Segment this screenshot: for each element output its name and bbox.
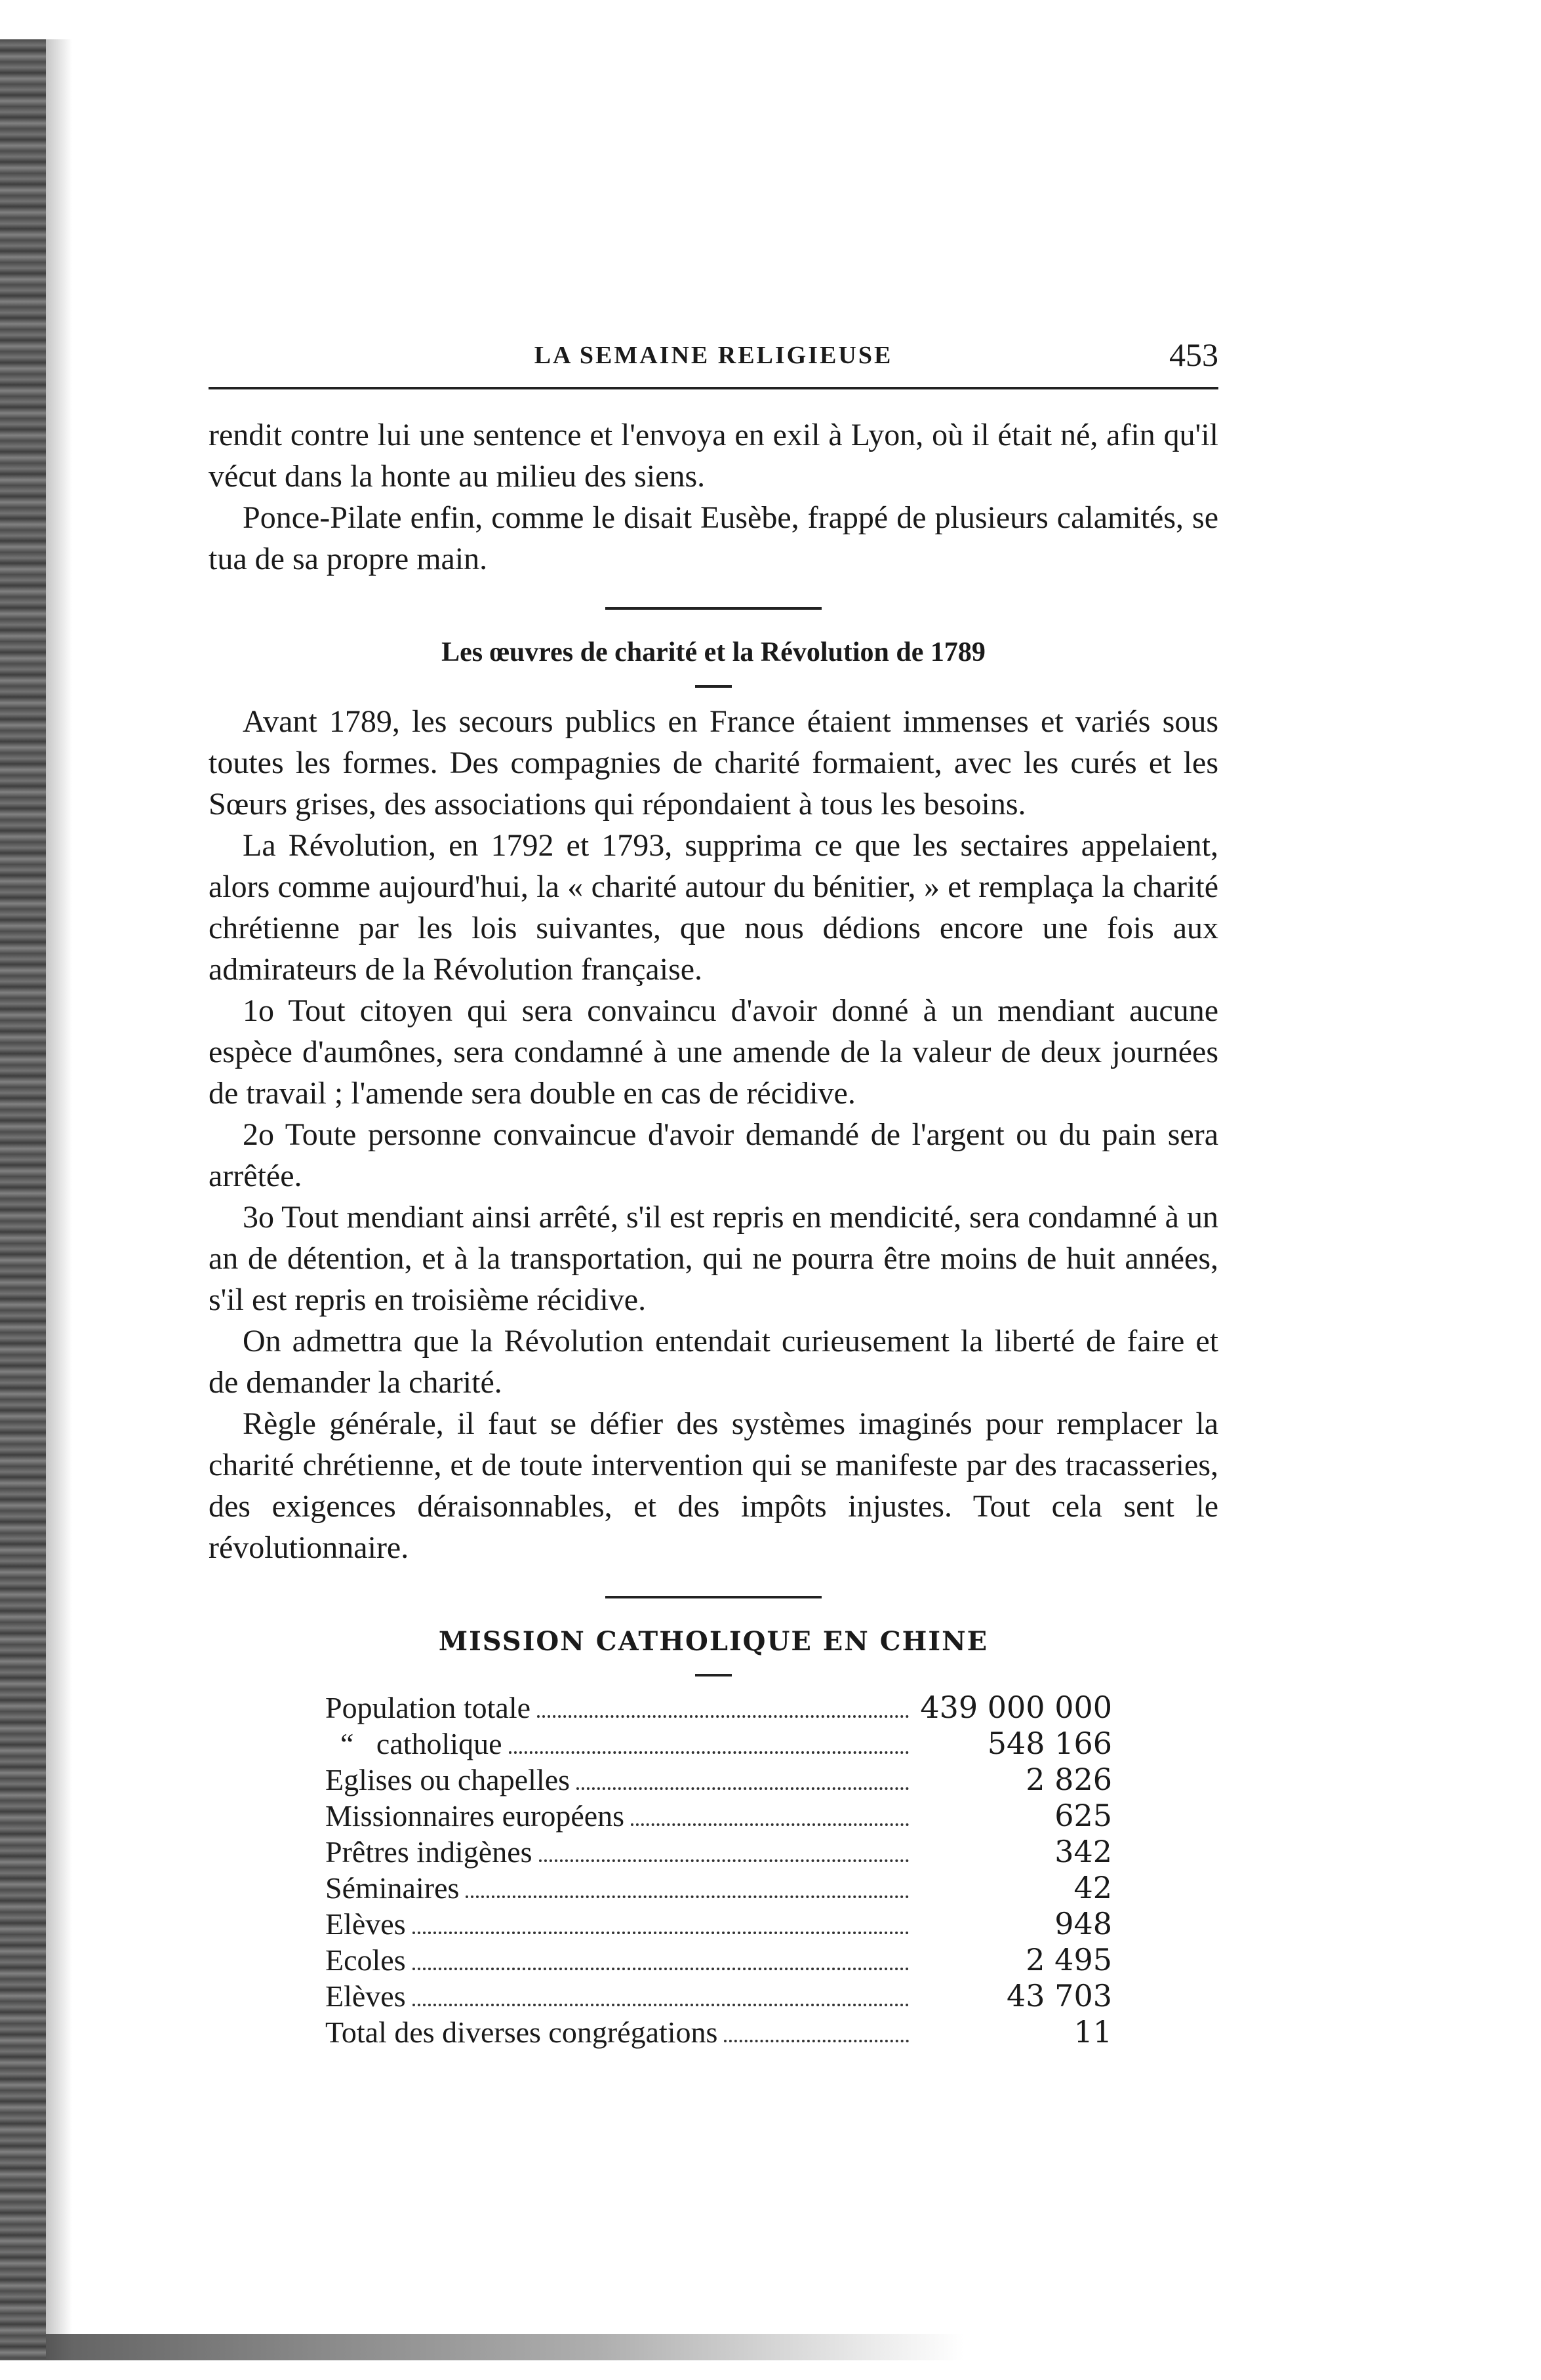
paragraph: Avant 1789, les secours publics en France étaient immenses et variés sous toutes les formes. Des compagnies de charité formaient, avec les curés et les Sœurs grises, des associations qui répondaient à tous les besoins.: [209, 704, 1218, 822]
scan-bottom-shadow: [46, 2334, 964, 2360]
dot-leader: [537, 1715, 909, 1718]
paragraph: Règle générale, il faut se défier des systèmes imaginés pour remplacer la charité chrétienne, et de toute intervention qui se manifeste par des tracasseries, des exigences déraisonnables, et des impôts injustes. Tout cela sent le révolutionnaire.: [209, 1406, 1218, 1565]
title-dash: [695, 685, 732, 688]
stat-row: [325, 1726, 1112, 1762]
dot-leader: [466, 1895, 909, 1898]
title-dash: [695, 1674, 732, 1676]
stat-row: [325, 1834, 1112, 1870]
dot-leader: [412, 2004, 909, 2006]
dot-leader: [631, 1823, 909, 1826]
stat-row: [325, 2014, 1112, 2050]
section-divider: [605, 1596, 822, 1598]
stat-label: Population totale: [325, 1691, 531, 1724]
law-article: 3o Tout mendiant ainsi arrêté, s'il est repris en mendicité, sera condamné à un an de détention, et à la transportation, qui ne pourra être moins de huit années, s'il est repris en troisième récidive.: [209, 1200, 1218, 1317]
paragraph: La Révolution, en 1792 et 1793, supprima ce que les sectaires appelaient, alors comme aujourd'hui, la « charité autour du bénitier, » et remplaça la charité chrétienne par les lois suivantes, que nous dédions encore une fois aux admirateurs de la Révolution française.: [209, 828, 1218, 987]
stat-row: [325, 1690, 1112, 1726]
mission-title: MISSION CATHOLIQUE EN CHINE: [438, 1626, 989, 1657]
mission-stats-table: [325, 1690, 1112, 2050]
stat-row: [325, 1906, 1112, 1942]
stat-value: 948: [1054, 1906, 1112, 1941]
paragraph: rendit contre lui une sentence et l'envoya en exil à Lyon, où il était né, afin qu'il vécut dans la honte au milieu des siens.: [209, 418, 1218, 494]
page-number: 453: [1169, 336, 1218, 373]
section-title: Les œuvres de charité et la Révolution de 1789: [441, 637, 986, 667]
stat-value: 342: [1054, 1834, 1112, 1869]
stat-row: [325, 1978, 1112, 2014]
stat-label: Missionnaires européens: [325, 1799, 625, 1833]
dot-leader: [509, 1751, 909, 1754]
section-divider: [605, 607, 822, 610]
stat-value: 11: [1073, 2014, 1112, 2050]
stat-row: [325, 1762, 1112, 1798]
stat-value: 42: [1073, 1870, 1112, 1905]
law-article: 2o Toute personne convaincue d'avoir demandé de l'argent ou du pain sera arrêtée.: [209, 1117, 1218, 1193]
law-article: 1o Tout citoyen qui sera convaincu d'avoir donné à un mendiant aucune espèce d'aumônes, sera condamné à une amende de la valeur de deux journées de travail ; l'amende sera double en cas de récidive.: [209, 993, 1218, 1111]
stat-row: [325, 1942, 1112, 1978]
paragraph: Ponce-Pilate enfin, comme le disait Eusèbe, frappé de plusieurs calamités, se tua de sa propre main.: [209, 500, 1218, 576]
stat-value: 548 166: [987, 1726, 1112, 1761]
scan-edge-shadow: [0, 39, 46, 2360]
stat-value: 439 000 000: [920, 1690, 1112, 1725]
stat-row: [325, 1870, 1112, 1906]
stat-label: Eglises ou chapelles: [325, 1763, 570, 1796]
dot-leader: [539, 1859, 909, 1862]
paragraph: On admettra que la Révolution entendait curieusement la liberté de faire et de demander la charité.: [209, 1324, 1218, 1400]
stat-label: Ecoles: [325, 1943, 406, 1977]
dot-leader: [724, 2040, 909, 2042]
stat-label: Prêtres indigènes: [325, 1835, 532, 1869]
stat-value: 2 495: [1026, 1942, 1112, 1977]
page-header: [209, 336, 1218, 389]
stat-value: 2 826: [1026, 1762, 1112, 1797]
stat-label: Séminaires: [325, 1871, 460, 1905]
stat-value: 43 703: [1007, 1978, 1112, 2013]
stat-label: Elèves: [325, 1979, 406, 2013]
stat-label: Total des diverses congrégations: [325, 2015, 718, 2049]
page: [209, 336, 1218, 2050]
stat-row: [325, 1798, 1112, 1834]
stat-value: 625: [1054, 1798, 1112, 1833]
dot-leader: [576, 1787, 909, 1790]
scan-edge-gradient: [46, 39, 72, 2360]
dot-leader: [412, 1968, 909, 1970]
stat-label: “ catholique: [325, 1727, 502, 1760]
running-title: LA SEMAINE RELIGIEUSE: [534, 342, 893, 369]
stat-label: Elèves: [325, 1907, 406, 1941]
dot-leader: [412, 1932, 909, 1934]
article-body: [209, 414, 1218, 2050]
